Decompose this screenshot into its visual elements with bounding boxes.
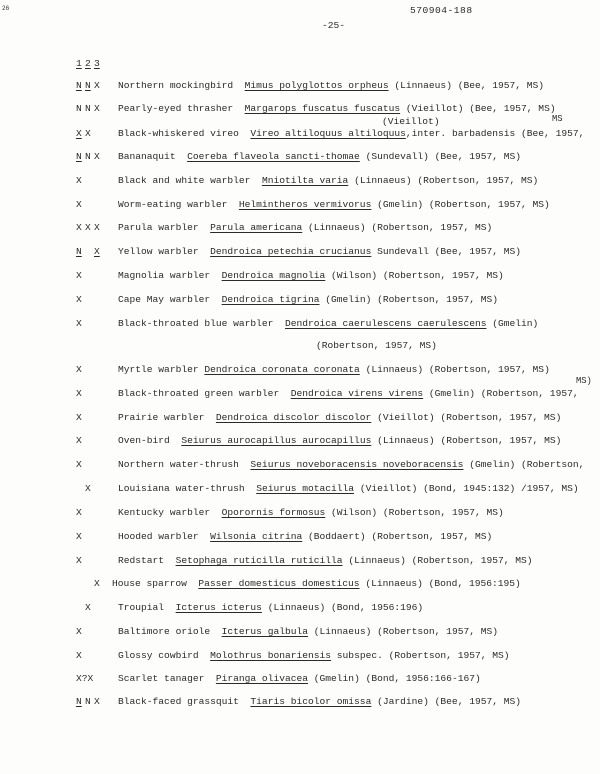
column-header-2: 2 <box>85 58 91 69</box>
status-mark: X <box>76 175 82 186</box>
scientific-name: Dendroica magnolia <box>221 270 326 281</box>
scientific-name: Seiurus motacilla <box>256 483 355 494</box>
status-marks <box>76 696 112 707</box>
common-name: Black-throated blue warbler <box>118 318 274 329</box>
status-marks <box>76 151 112 162</box>
status-marks <box>76 80 112 91</box>
status-marks <box>76 246 112 257</box>
status-mark: N <box>85 151 91 162</box>
citation: (Gmelin) (Robertson, 1957, <box>428 388 579 399</box>
corner-mark: 26 <box>2 5 10 12</box>
status-marks <box>76 602 112 613</box>
common-name: House sparrow <box>112 578 187 589</box>
common-name: Magnolia warbler <box>118 270 211 281</box>
common-name: Baltimore oriole <box>118 626 211 637</box>
citation: (Linnaeus) (Robertson, 1957, MS) <box>365 364 550 375</box>
annotation-ms: MS) <box>576 376 592 386</box>
common-name: Bananaquit <box>118 151 176 162</box>
status-mark: N <box>85 80 91 91</box>
common-name: Kentucky warbler <box>118 507 211 518</box>
citation: (Gmelin) (Bond, 1956:166-167) <box>313 673 481 684</box>
scientific-name: Dendroica coronata coronata <box>204 364 360 375</box>
status-mark: X <box>76 318 82 329</box>
common-name: Yellow warbler <box>118 246 199 257</box>
status-marks <box>76 294 112 305</box>
status-mark: X <box>76 128 82 139</box>
status-mark: X <box>76 199 82 210</box>
status-mark: X <box>94 696 100 707</box>
scientific-name: Dendroica virens virens <box>290 388 424 399</box>
status-mark: X <box>94 103 100 114</box>
citation: (Linnaeus) (Robertson, 1957, MS) <box>308 222 493 233</box>
status-mark: X <box>85 222 91 233</box>
status-marks <box>76 531 112 542</box>
common-name: Parula warbler <box>118 222 199 233</box>
status-marks <box>76 650 112 661</box>
status-mark: X <box>85 128 91 139</box>
citation: (Boddaert) (Robertson, 1957, MS) <box>308 531 493 542</box>
citation: (Linnaeus) (Bee, 1957, MS) <box>394 80 545 91</box>
scientific-name: Dendroica discolor discolor <box>215 412 372 423</box>
citation: (Vieillot) (Robertson, 1957, MS) <box>377 412 562 423</box>
status-marks <box>76 103 112 114</box>
status-mark: N <box>85 103 91 114</box>
status-marks <box>76 507 112 518</box>
status-mark: N <box>85 696 91 707</box>
column-headers <box>76 58 103 69</box>
scientific-name: Mniotilta varia <box>261 175 349 186</box>
scientific-name: Seiurus aurocapillus aurocapillus <box>181 435 372 446</box>
status-mark: X <box>76 650 82 661</box>
common-name: Black and white warbler <box>118 175 251 186</box>
citation: (Gmelin) (Robertson, 1957, MS) <box>377 199 550 210</box>
status-mark: X <box>76 294 82 305</box>
status-mark: X <box>76 412 82 423</box>
scientific-name: Wilsonia citrina <box>210 531 303 542</box>
status-mark: N <box>76 696 82 707</box>
citation: (Gmelin) <box>492 318 539 329</box>
status-marks <box>76 555 112 566</box>
status-mark: X <box>76 555 82 566</box>
citation: (Gmelin) (Robertson, 1957, MS) <box>325 294 498 305</box>
status-marks <box>76 388 112 399</box>
common-name: Worm-eating warbler <box>118 199 228 210</box>
status-marks <box>76 673 112 684</box>
citation: (Linnaeus) (Bond, 1956:195) <box>365 578 521 589</box>
status-mark: X <box>76 507 82 518</box>
status-marks <box>76 199 112 210</box>
status-marks <box>76 435 112 446</box>
document-id: 570904-188 <box>410 5 473 16</box>
common-name: Oven-bird <box>118 435 170 446</box>
citation: (Linnaeus) (Robertson, 1957, MS) <box>354 175 539 186</box>
common-name: Myrtle warbler <box>118 364 199 375</box>
common-name: Redstart <box>118 555 165 566</box>
status-marks <box>76 128 112 139</box>
common-name: Troupial <box>118 602 165 613</box>
common-name: Black-throated green warbler <box>118 388 280 399</box>
citation: (Sundevall) (Bee, 1957, MS) <box>365 151 522 162</box>
status-marks <box>76 175 112 186</box>
status-mark: X <box>76 270 82 281</box>
common-name: Pearly-eyed thrasher <box>118 103 234 114</box>
common-name: Prairie warbler <box>118 412 205 423</box>
scientific-name: Molothrus bonariensis <box>210 650 332 661</box>
page-number: -25- <box>322 20 346 31</box>
citation: (Linnaeus) (Robertson, 1957, MS) <box>313 626 498 637</box>
status-mark: X <box>76 435 82 446</box>
citation: (Vieillot) (Bee, 1957, MS) <box>405 103 556 114</box>
status-marks <box>76 626 112 637</box>
status-marks <box>76 412 112 423</box>
scientific-name: Passer domesticus domesticus <box>198 578 360 589</box>
status-mark: X <box>76 531 82 542</box>
common-name: Cape May warbler <box>118 294 211 305</box>
annotation-ms: MS <box>552 114 563 124</box>
status-mark: X <box>94 80 100 91</box>
citation: (Jardine) (Bee, 1957, MS) <box>377 696 522 707</box>
status-marks <box>76 578 112 589</box>
status-marks <box>76 222 112 233</box>
status-mark: N <box>76 246 82 257</box>
citation: (Wilson) (Robertson, 1957, MS) <box>331 270 504 281</box>
scientific-name: Mimus polyglottos orpheus <box>244 80 389 91</box>
status-mark: X <box>94 222 100 233</box>
common-name: Northern water-thrush <box>118 459 239 470</box>
status-mark: X?X <box>76 673 94 684</box>
scientific-name: Dendroica petechia crucianus <box>210 246 372 257</box>
scientific-name: Margarops fuscatus fuscatus <box>244 103 401 114</box>
common-name: Hooded warbler <box>118 531 199 542</box>
column-header-3: 3 <box>94 58 100 69</box>
status-mark: X <box>76 222 82 233</box>
scientific-name: Setophaga ruticilla ruticilla <box>175 555 343 566</box>
citation: (Linnaeus) (Robertson, 1957, MS) <box>377 435 562 446</box>
status-mark: X <box>94 578 100 589</box>
column-header-1: 1 <box>76 58 82 69</box>
annotation-author: (Vieillot) <box>382 116 440 127</box>
scientific-name: Piranga olivacea <box>215 673 308 684</box>
status-mark: X <box>94 151 100 162</box>
status-mark: X <box>76 364 82 375</box>
citation-continued: (Robertson, 1957, MS) <box>316 340 437 351</box>
status-mark: N <box>76 80 82 91</box>
common-name: Black-whiskered vireo <box>118 128 239 139</box>
scientific-name: Tiaris bicolor omissa <box>250 696 372 707</box>
common-name: Glossy cowbird <box>118 650 199 661</box>
citation: subspec. (Robertson, 1957, MS) <box>336 650 510 661</box>
scientific-name: Parula americana <box>210 222 303 233</box>
citation: (Gmelin) (Robertson, <box>469 459 585 470</box>
status-marks <box>76 459 112 470</box>
citation: (Wilson) (Robertson, 1957, MS) <box>331 507 504 518</box>
status-marks <box>76 364 112 375</box>
common-name: Northern mockingbird <box>118 80 234 91</box>
citation: inter. barbadensis (Bee, 1957, <box>411 128 585 139</box>
scientific-name: Icterus icterus <box>175 602 262 613</box>
status-mark: X <box>76 626 82 637</box>
status-marks <box>76 270 112 281</box>
scientific-name: Seiurus noveboracensis noveboracensis <box>250 459 464 470</box>
citation: (Linnaeus) (Robertson, 1957, MS) <box>348 555 533 566</box>
scientific-name: Oporornis formosus <box>221 507 326 518</box>
scientific-name: Dendroica caerulescens caerulescens <box>284 318 487 329</box>
scientific-name: Coereba flaveola sancti-thomae <box>187 151 360 162</box>
scientific-name: Icterus galbula <box>221 626 308 637</box>
status-mark: X <box>76 388 82 399</box>
common-name: Black-faced grassquit <box>118 696 239 707</box>
scientific-name: Vireo altiloquus altiloquus <box>250 128 406 139</box>
citation: (Linnaeus) (Bond, 1956:196) <box>267 602 424 613</box>
status-mark: X <box>85 602 91 613</box>
scientific-name: Helmintheros vermivorus <box>238 199 372 210</box>
citation: (Vieillot) (Bond, 1945:132) /1957, MS) <box>359 483 579 494</box>
common-name: Louisiana water-thrush <box>118 483 245 494</box>
status-mark: N <box>76 103 82 114</box>
status-mark: X <box>76 459 82 470</box>
scientific-name: Dendroica tigrina <box>221 294 320 305</box>
status-marks <box>76 483 112 494</box>
common-name: Scarlet tanager <box>118 673 205 684</box>
status-mark: X <box>85 483 91 494</box>
status-mark: X <box>94 246 100 257</box>
status-mark: N <box>76 151 82 162</box>
citation: Sundevall (Bee, 1957, MS) <box>377 246 522 257</box>
status-marks <box>76 318 112 329</box>
